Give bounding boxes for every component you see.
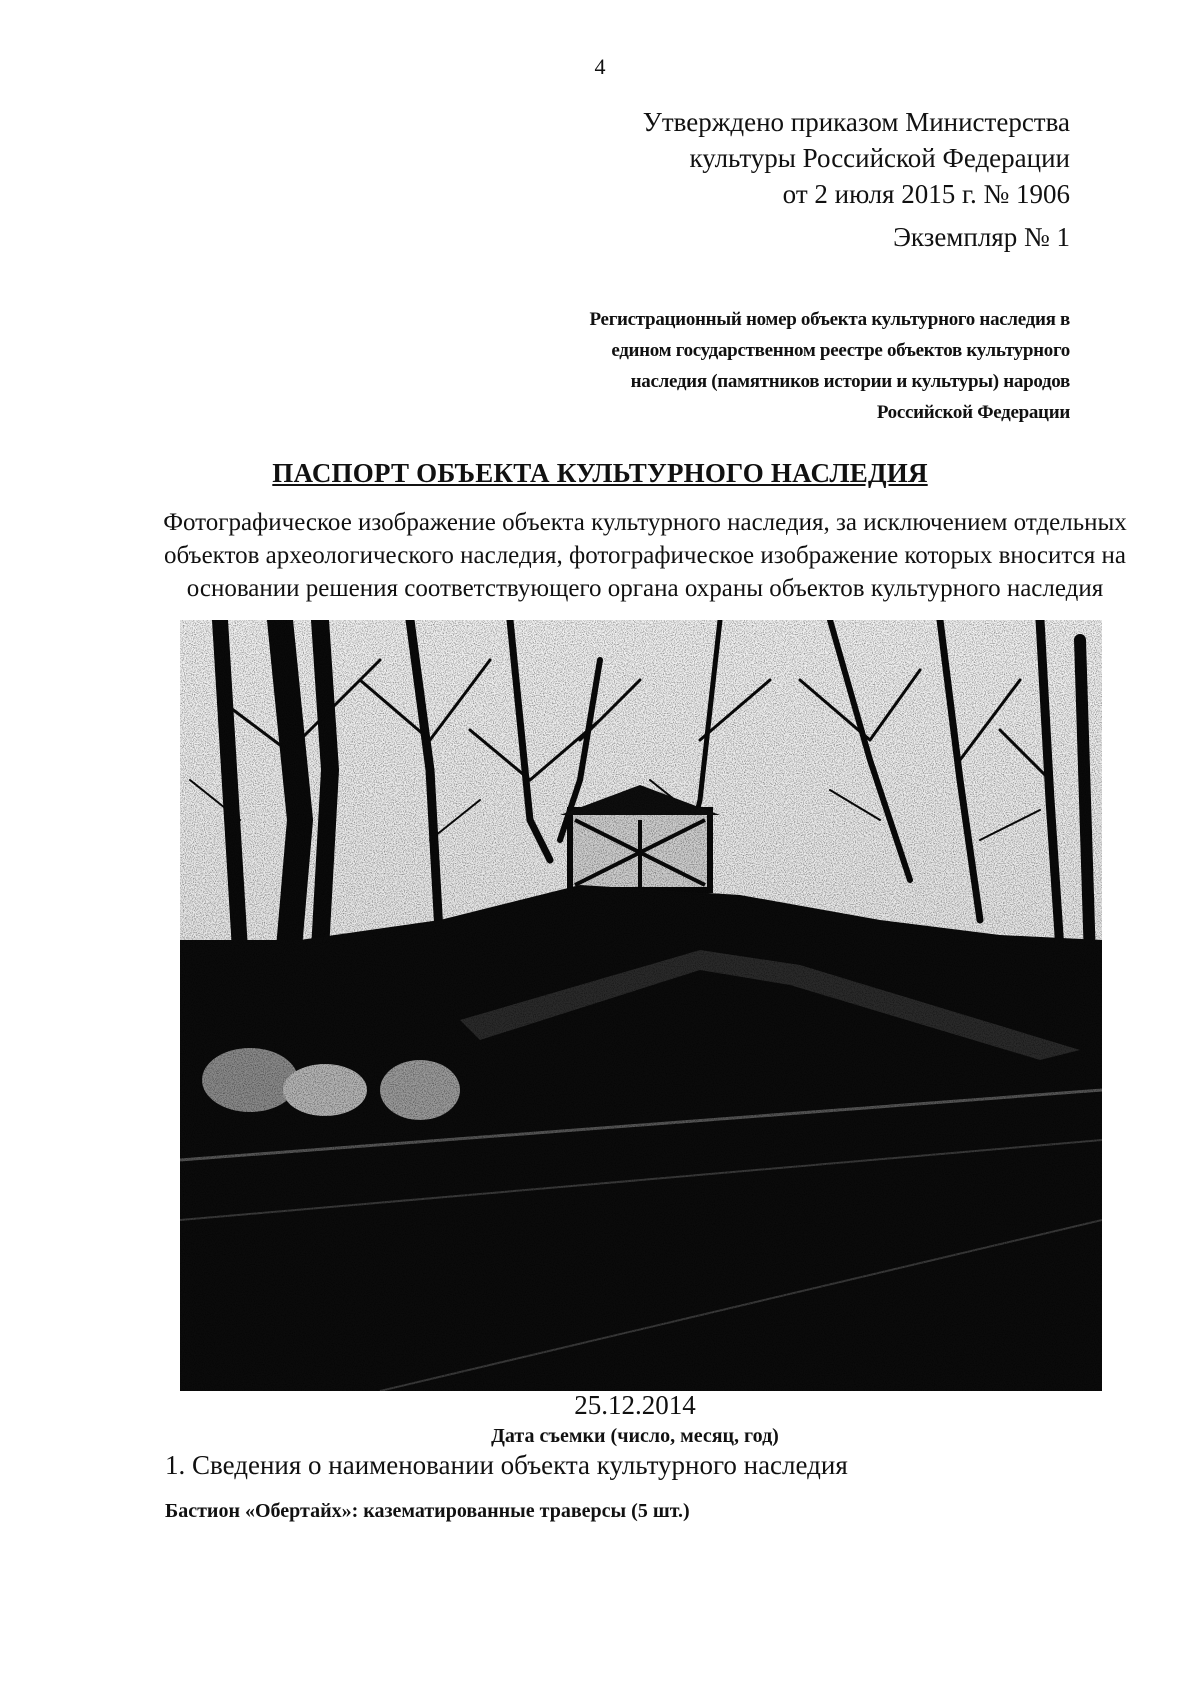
photo-description-line: основании решения соответствующего органа охраны объектов культурного наследия	[186, 575, 1104, 602]
approval-line: культуры Российской Федерации	[689, 143, 1070, 173]
approval-line: Утверждено приказом Министерства	[642, 107, 1070, 137]
registration-number-block	[510, 304, 1070, 428]
page-number: 4	[594, 54, 606, 79]
document-title-text: ПАСПОРТ ОБЪЕКТА КУЛЬТУРНОГО НАСЛЕДИЯ	[272, 458, 928, 488]
section-heading: 1. Сведения о наименовании объекта культурного наследия	[165, 1450, 848, 1480]
heritage-object-photo	[180, 620, 1102, 1391]
document-title	[0, 458, 1200, 489]
approval-block	[643, 104, 1070, 212]
registration-line: Регистрационный номер объекта культурного наследия в	[589, 309, 1070, 330]
object-name: Бастион «Обертайх»: казематированные траверсы (5 шт.)	[165, 1500, 690, 1522]
copy-number: Экземпляр № 1	[893, 222, 1070, 252]
photo-description-line: объектов археологического наследия, фотографическое изображение которых вносится на	[164, 542, 1126, 569]
registration-line: наследия (памятников истории и культуры) народов	[630, 371, 1070, 392]
photo-date: 25.12.2014	[574, 1390, 696, 1420]
registration-line: едином государственном реестре объектов культурного	[611, 340, 1070, 361]
approval-line: от 2 июля 2015 г. № 1906	[782, 179, 1070, 209]
photo-description	[160, 506, 1130, 605]
photo-date-label: Дата съемки (число, месяц, год)	[491, 1425, 779, 1447]
photo-description-line: Фотографическое изображение объекта культурного наследия, за исключением отдельных	[163, 509, 1127, 536]
registration-line: Российской Федерации	[876, 402, 1070, 423]
